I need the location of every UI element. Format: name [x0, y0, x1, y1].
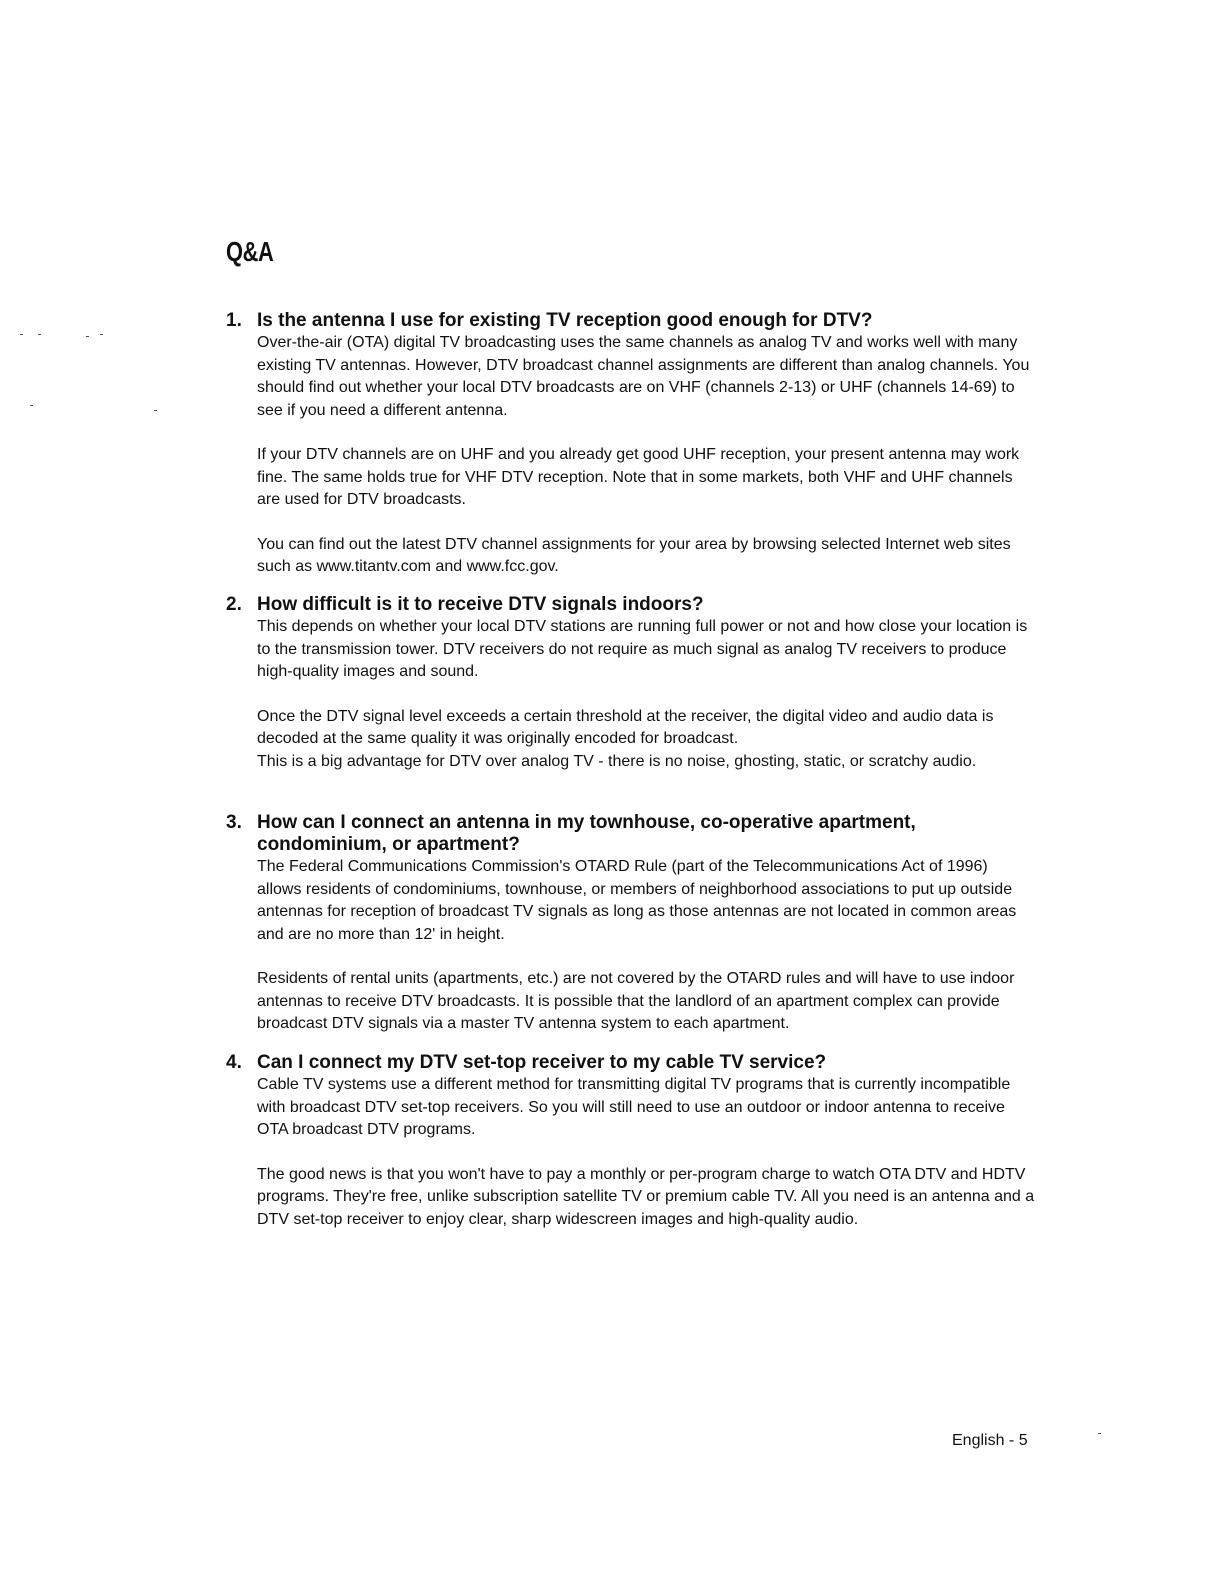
answer-paragraph: This depends on whether your local DTV stations are running full power or not and how close your location is to the transmission tower. DTV receivers do not require as much signal as analog TV receivers to produce high-quality images and sound. — [257, 618, 1028, 680]
question-heading — [226, 310, 1036, 332]
question-number: 3. — [226, 812, 242, 833]
answer-paragraph: Cable TV systems use a different method for transmitting digital TV programs that is currently incompatible with broadcast DTV set-top receivers. So you will still need to use an outdoor or indoor antenna to receive OTA broadcast DTV programs. — [257, 1076, 1011, 1138]
scan-speck — [1098, 1433, 1101, 1434]
question-number: 2. — [226, 594, 242, 615]
scan-speck — [30, 405, 33, 406]
question-text: Is the antenna I use for existing TV reception good enough for DTV? — [257, 310, 873, 331]
qa-item-3 — [226, 812, 1036, 1036]
answer-paragraph: The good news is that you won't have to pay a monthly or per-program charge to watch OTA DTV and HDTV programs. They're free, unlike subscription satellite TV or premium cable TV. All you need is an antenna and a DTV set-top receiver to enjoy clear, sharp widescreen images and high-quality audio. — [257, 1165, 1035, 1228]
qa-item-2 — [226, 594, 1036, 773]
answer — [257, 332, 1036, 579]
scan-speck — [86, 336, 89, 337]
question-text: Can I connect my DTV set-top receiver to my cable TV service? — [257, 1052, 827, 1073]
qa-item-1 — [226, 310, 1036, 579]
answer — [257, 856, 1036, 1036]
answer — [257, 1074, 1036, 1231]
question-text: How can I connect an antenna in my townhouse, co-operative apartment, condominium, or apartment? — [257, 812, 916, 855]
answer-paragraph: If your DTV channels are on UHF and you already get good UHF reception, your present antenna may work fine. The same holds true for VHF DTV reception. Note that in some markets, both VHF and UHF channels are used for DTV broadcasts. — [257, 446, 1020, 508]
answer-paragraph: Residents of rental units (apartments, etc.) are not covered by the OTARD rules and will have to use indoor antennas to receive DTV broadcasts. It is possible that the landlord of an apartment complex can provide broadcast DTV signals via a master TV antenna system to each apartment. — [257, 970, 1015, 1032]
question-heading — [226, 812, 1036, 856]
scan-speck — [38, 334, 41, 335]
answer — [257, 616, 1036, 773]
question-heading — [226, 594, 1036, 616]
page-title: Q&A — [226, 236, 274, 267]
question-number: 1. — [226, 310, 242, 331]
answer-paragraph: Once the DTV signal level exceeds a certain threshold at the receiver, the digital video and audio data is decoded at the same quality it was originally encoded for broadcast. — [257, 707, 994, 747]
scan-speck — [154, 410, 157, 411]
answer-paragraph: You can find out the latest DTV channel assignments for your area by browsing selected Internet web sites such as www.titantv.com and www.fcc.gov. — [257, 535, 1011, 575]
question-heading — [226, 1052, 1036, 1074]
question-number: 4. — [226, 1052, 242, 1073]
answer-paragraph: The Federal Communications Commission's OTARD Rule (part of the Telecommunications Act of 1996) allows residents of condominiums, townhouse, or members of neighborhood associations to put up outside antennas for reception of broadcast TV signals as long as those antennas are not located in common areas and are no more than 12' in height. — [257, 858, 1017, 943]
qa-item-4 — [226, 1052, 1036, 1231]
scan-speck — [20, 334, 23, 335]
answer-paragraph: This is a big advantage for DTV over analog TV - there is no noise, ghosting, static, or scratchy audio. — [257, 752, 977, 770]
page-number: English - 5 — [952, 1432, 1028, 1449]
question-text: How difficult is it to receive DTV signals indoors? — [257, 594, 704, 615]
answer-paragraph: Over-the-air (OTA) digital TV broadcasting uses the same channels as analog TV and works well with many existing TV antennas. However, DTV broadcast channel assignments are different than analog channels. You should find out whether your local DTV broadcasts are on VHF (channels 2-13) or UHF (channels 14-69) to see if you need a different antenna. — [257, 334, 1030, 419]
scan-speck — [100, 334, 103, 335]
